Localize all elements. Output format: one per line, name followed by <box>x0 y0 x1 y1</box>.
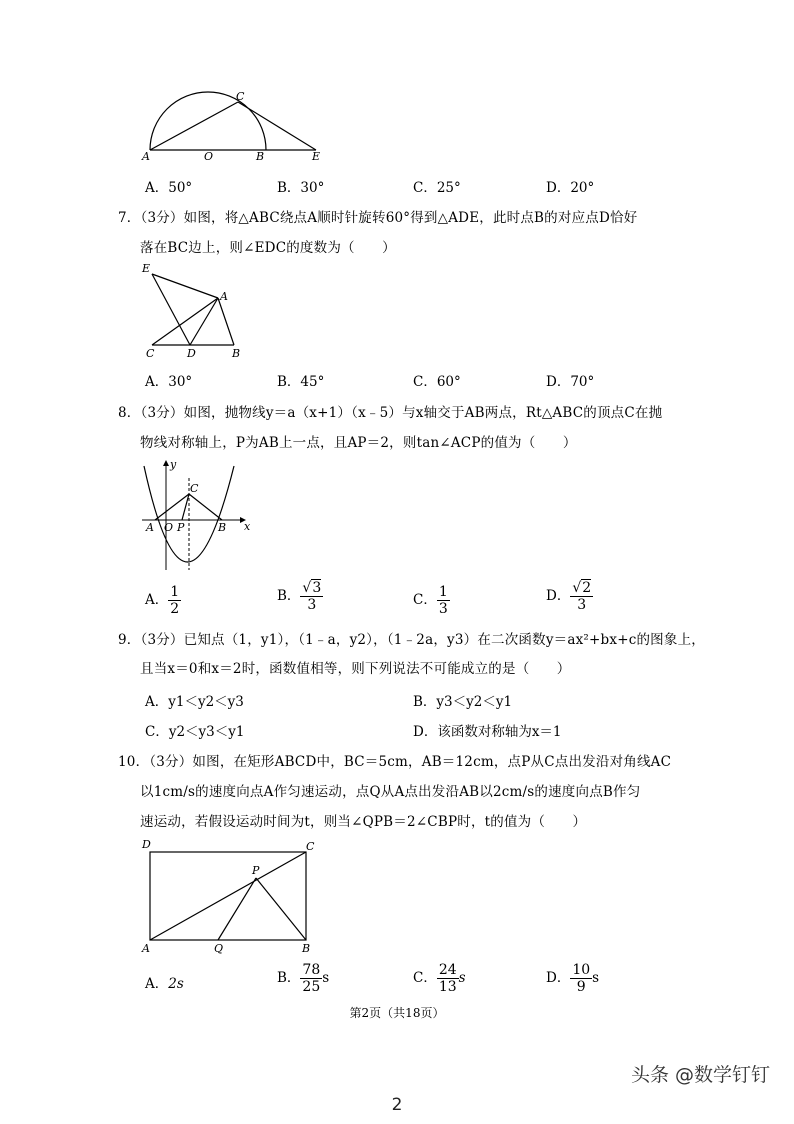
q7-label-a: A <box>220 290 228 303</box>
q8-figure <box>138 458 256 574</box>
q6-label-o: O <box>204 150 214 162</box>
q10-option-a: A．2s <box>145 976 184 992</box>
q7-label-b: B <box>232 347 241 360</box>
q8-stem-line2: 物线对称轴上，P为AB上一点，且AP＝2，则tan∠ACP的值为（ ） <box>140 435 577 451</box>
q8-option-c: C． $\frac{1}{3}$ <box>413 584 448 617</box>
q8-option-b: B． $\frac{√3}{3}$ <box>277 580 322 613</box>
q6-option-b: B．30° <box>277 180 325 196</box>
q7-stem-line1: 7．（3分）如图，将△ABC绕点A顺时针旋转60°得到△ADE，此时点B的对应点D恰好 <box>118 210 638 226</box>
q10-diagonal-ac <box>150 852 306 940</box>
q10-label-q: Q <box>214 942 224 955</box>
q8-label-c: C <box>190 482 199 495</box>
q6-semicircle <box>150 92 266 150</box>
q7-label-d: D <box>187 347 196 360</box>
q9-option-d: D．该函数对称轴为x＝1 <box>413 724 562 740</box>
q7-label-e: E <box>142 262 151 275</box>
q6-label-e: E <box>312 150 321 162</box>
q7-figure <box>138 260 258 362</box>
page-number: 2 <box>391 1095 403 1115</box>
q8-label-y: y <box>170 458 177 471</box>
q6-line-ac <box>150 102 238 150</box>
q8-label-x: x <box>244 520 251 533</box>
q7-option-b: B．45° <box>277 374 325 390</box>
q6-option-c: C．25° <box>413 180 461 196</box>
q8-stem-line1: 8．（3分）如图，抛物线y＝a（x+1）（x﹣5）与x轴交于AB两点，Rt△ABC的顶点C在抛 <box>118 405 663 421</box>
q6-option-d: D．20° <box>546 180 595 196</box>
q10-stem-line2: 以1cm/s的速度向点A作匀速运动，点Q从A点出发沿AB以2cm/s的速度向点B作匀 <box>140 784 641 800</box>
q8-option-a: A． $\frac{1}{2}$ <box>145 584 180 617</box>
q9-stem-line2: 且当x＝0和x＝2时，函数值相等，则下列说法不可能成立的是（ ） <box>140 661 571 677</box>
q6-figure <box>140 88 330 162</box>
q6-line-ce <box>238 102 316 150</box>
q7-label-c: C <box>146 347 155 360</box>
q10-label-c: C <box>306 840 315 853</box>
q8-label-b: B <box>218 521 227 534</box>
q10-label-a: A <box>142 942 150 955</box>
q6-label-c: C <box>236 90 245 103</box>
q10-option-d: D． $\frac{10}{9}$ s <box>546 962 600 995</box>
q10-option-c: C． $\frac{24}{13}$ s <box>413 962 466 995</box>
q10-stem-line1: 10．（3分）如图，在矩形ABCD中，BC＝5cm，AB＝12cm，点P从C点出发沿对角线AC <box>118 754 672 770</box>
watermark: 头条 @数学钉钉 <box>630 1064 770 1086</box>
q7-option-d: D．70° <box>546 374 595 390</box>
q10-figure <box>138 836 328 956</box>
q10-label-b: B <box>302 942 311 955</box>
q7-stem-line2: 落在BC边上，则∠EDC的度数为（ ） <box>140 240 396 256</box>
page-footer: 第2页（共18页） <box>349 1006 445 1020</box>
q8-label-a: A <box>146 521 154 534</box>
q9-option-b: B．y3＜y2＜y1 <box>413 694 513 710</box>
q10-option-b: B． $\frac{78}{25}$ s <box>277 962 330 995</box>
q6-label-b: B <box>256 150 265 162</box>
q10-label-p: P <box>252 864 260 877</box>
q6-option-a: A．50° <box>145 180 193 196</box>
q6-label-a: A <box>142 150 150 162</box>
q10-stem-line3: 速运动，若假设运动时间为t，则当∠QPB＝2∠CBP时，t的值为（ ） <box>140 814 587 830</box>
q7-option-c: C．60° <box>413 374 461 390</box>
q7-option-a: A．30° <box>145 374 193 390</box>
q8-label-o: O <box>164 521 174 534</box>
q10-label-d: D <box>142 838 151 851</box>
q9-stem-line1: 9．（3分）已知点（1，y1），（1﹣a，y2），（1﹣2a，y3）在二次函数y＝ax²+bx+c的图象上， <box>118 632 705 648</box>
q8-label-p: P <box>177 521 185 534</box>
q9-option-a: A．y1＜y2＜y3 <box>145 694 244 710</box>
q8-option-d: D． $\frac{√2}{3}$ <box>546 580 592 613</box>
q9-option-c: C．y2＜y3＜y1 <box>145 724 245 740</box>
